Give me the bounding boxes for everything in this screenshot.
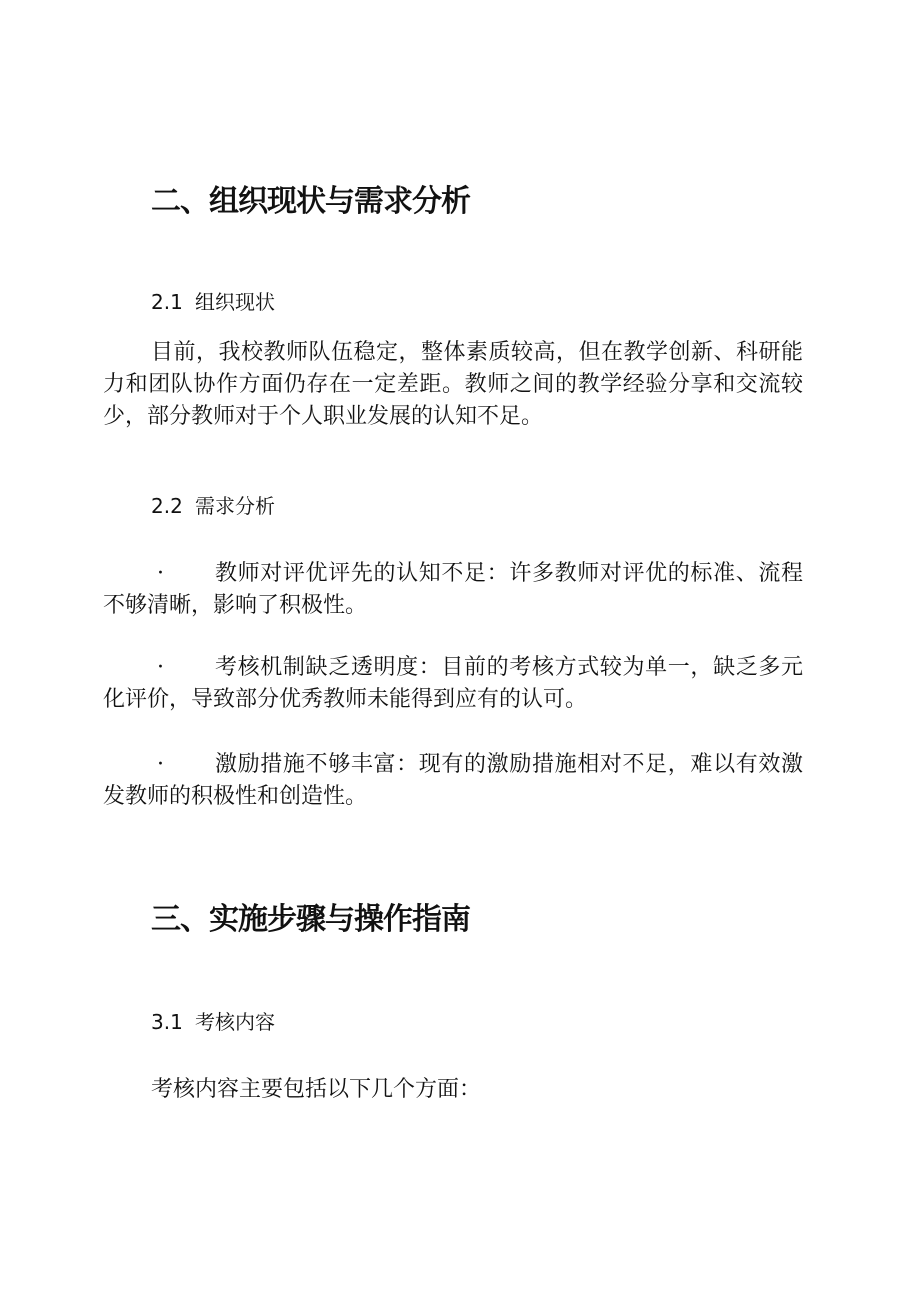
subsection-number: 2.1: [151, 290, 183, 314]
subsection-2-2-heading: [151, 492, 275, 520]
organization-status-paragraph: 目前，我校教师队伍稳定，整体素质较高，但在教学创新、科研能力和团队协作方面仍存在一定差距。教师之间的教学经验分享和交流较少，部分教师对于个人职业发展的认知不足。: [103, 340, 803, 429]
needs-list-item-text: 教师对评优评先的认知不足：许多教师对评优的标准、流程不够清晰，影响了积极性。: [103, 561, 803, 618]
assessment-content-intro: 考核内容主要包括以下几个方面：: [151, 1077, 482, 1102]
section-3-heading: 三、实施步骤与操作指南: [151, 902, 470, 937]
bullet-point: ·: [157, 655, 164, 680]
subsection-3-1-heading: [151, 1008, 275, 1036]
subsection-title: 组织现状: [195, 290, 275, 314]
needs-list-item: [103, 749, 803, 813]
subsection-number: 3.1: [151, 1010, 183, 1034]
needs-list-item: [103, 652, 803, 716]
needs-list-item: [103, 558, 803, 622]
subsection-2-1-heading: [151, 288, 275, 316]
section-2-heading: 二、组织现状与需求分析: [151, 184, 470, 219]
bullet-point: ·: [157, 752, 164, 777]
bullet-point: ·: [157, 561, 164, 586]
subsection-number: 2.2: [151, 494, 183, 518]
needs-list-item-text: 考核机制缺乏透明度：目前的考核方式较为单一，缺乏多元化评价，导致部分优秀教师未能得到应有的认可。: [103, 655, 803, 712]
subsection-title: 需求分析: [195, 494, 275, 518]
needs-list-item-text: 激励措施不够丰富：现有的激励措施相对不足，难以有效激发教师的积极性和创造性。: [103, 752, 803, 809]
subsection-title: 考核内容: [195, 1010, 275, 1034]
